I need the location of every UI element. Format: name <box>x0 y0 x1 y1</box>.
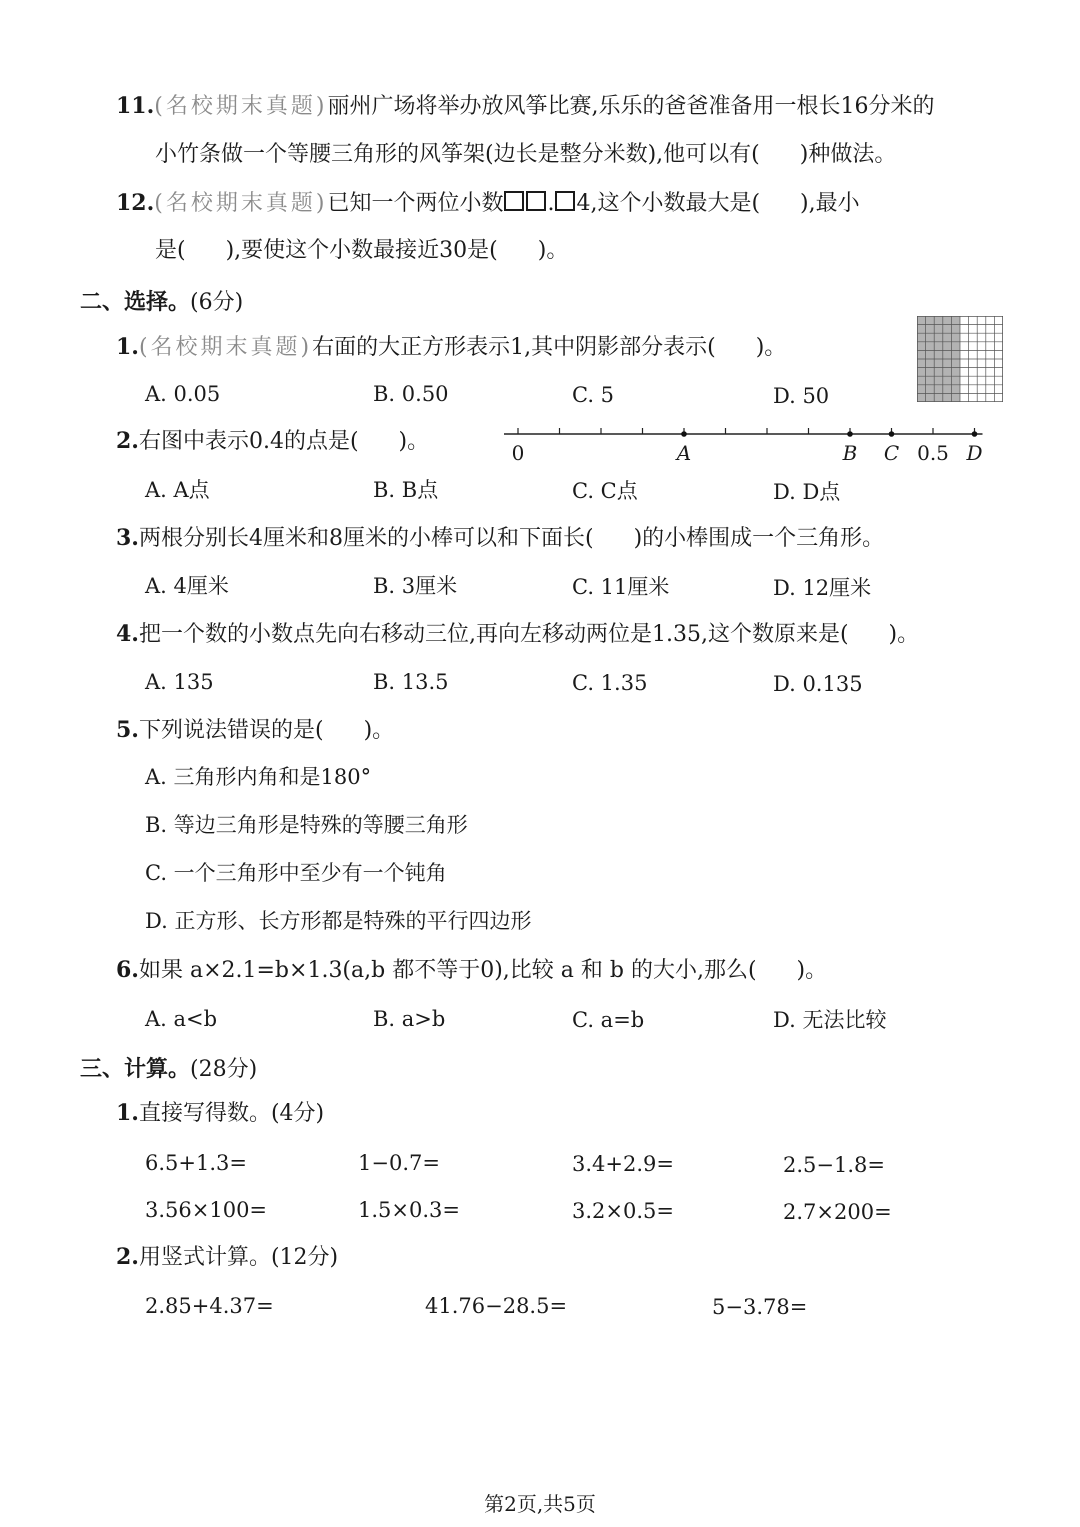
choice-q3-option-a[interactable]: A. 4厘米 <box>145 574 229 598</box>
choice-q2-option-c[interactable]: C. C点 <box>572 479 638 503</box>
section-3-title: 三、计算。 <box>80 1056 191 1082</box>
q12-source-tag: (名校期末真题) <box>154 191 328 216</box>
choice-q1-option-a[interactable]: A. 0.05 <box>145 382 221 406</box>
calc-q2-item[interactable]: 2.85+4.37= <box>145 1294 274 1318</box>
choice-q2 <box>116 427 429 456</box>
choice-q1-option-d[interactable]: D. 50 <box>773 384 830 408</box>
calc-q1-item[interactable]: 2.7×200= <box>783 1200 892 1224</box>
number-line-half-label: 0.5 <box>917 441 949 465</box>
q11-line1 <box>116 92 934 121</box>
calc-q2-item[interactable]: 41.76−28.5= <box>425 1294 568 1318</box>
section-3-points: (28分) <box>190 1057 258 1082</box>
choice-q4-option-b[interactable]: B. 13.5 <box>373 670 449 694</box>
choice-q5-option-b[interactable]: B. 等边三角形是特殊的等腰三角形 <box>145 813 468 837</box>
number-line-point-C <box>889 431 895 437</box>
choice-q5-option-a[interactable]: A. 三角形内角和是180° <box>145 765 372 789</box>
choice-q5-number: 5. <box>116 717 139 743</box>
choice-q1-option-b[interactable]: B. 0.50 <box>373 382 449 406</box>
calc-q1-item[interactable]: 3.2×0.5= <box>572 1199 674 1223</box>
choice-q3 <box>116 524 884 553</box>
choice-q6-number: 6. <box>116 957 139 983</box>
q11-source-tag: (名校期末真题) <box>154 94 328 119</box>
choice-q1-end: )。 <box>755 335 787 360</box>
choice-q2-option-d[interactable]: D. D点 <box>773 480 841 504</box>
q11-text-3: )种做法。 <box>799 142 897 167</box>
choice-q6-option-c[interactable]: C. a=b <box>572 1008 645 1032</box>
page-footer: 第2页,共5页 <box>484 1492 596 1516</box>
choice-q6-option-d[interactable]: D. 无法比较 <box>773 1008 887 1032</box>
number-line-point-B <box>847 431 853 437</box>
calc-q2 <box>116 1243 338 1272</box>
choice-q6-text: 如果 a×2.1=b×1.3(a,b 都不等于0),比较 a 和 b 的大小,那么( <box>138 958 757 983</box>
number-line-point-A <box>681 431 687 437</box>
number-line-label-A: A <box>676 441 692 465</box>
choice-q5-option-c[interactable]: C. 一个三角形中至少有一个钝角 <box>145 861 447 885</box>
q11-text-1: 丽州广场将举办放风筝比赛,乐乐的爸爸准备用一根长16分米的 <box>327 94 935 119</box>
q11-line2 <box>155 141 896 169</box>
calc-q2-text: 用竖式计算。(12分) <box>138 1245 339 1270</box>
q12-text-4: 是( <box>155 238 186 263</box>
choice-q1-text: 右面的大正方形表示1,其中阴影部分表示( <box>312 335 716 360</box>
calc-q1-item[interactable]: 1−0.7= <box>358 1151 440 1175</box>
choice-q4-number: 4. <box>116 621 139 647</box>
q12-text-3: ),最小 <box>800 191 860 216</box>
choice-q3-number: 3. <box>116 525 139 551</box>
choice-q6-option-a[interactable]: A. a<b <box>145 1007 218 1031</box>
choice-q5-end: )。 <box>363 718 395 743</box>
choice-q2-text: 右图中表示0.4的点是( <box>138 429 359 454</box>
choice-q3-option-c[interactable]: C. 11厘米 <box>572 575 670 599</box>
calc-q1-number: 1. <box>116 1100 139 1126</box>
choice-q6-option-b[interactable]: B. a>b <box>373 1007 446 1031</box>
q12-text-6: )。 <box>537 238 569 263</box>
choice-q4-text: 把一个数的小数点先向右移动三位,再向左移动两位是1.35,这个数原来是( <box>138 622 849 647</box>
calc-q1-text: 直接写得数。(4分) <box>138 1101 325 1126</box>
section-2-title: 二、选择。 <box>80 289 191 315</box>
q12-decimal-point: . <box>547 191 555 216</box>
calc-q1 <box>116 1099 324 1128</box>
calc-q1-item[interactable]: 3.56×100= <box>145 1198 268 1222</box>
calc-q1-item[interactable]: 2.5−1.8= <box>783 1153 885 1177</box>
digit-box-icon <box>555 191 575 211</box>
choice-q4-option-c[interactable]: C. 1.35 <box>572 671 648 695</box>
choice-q6 <box>116 956 827 985</box>
calc-q1-item[interactable]: 1.5×0.3= <box>358 1198 460 1222</box>
q12-text-2: 4,这个小数最大是( <box>576 191 761 216</box>
choice-q1-option-c[interactable]: C. 5 <box>572 383 615 407</box>
choice-q4-end: )。 <box>888 622 920 647</box>
calc-q1-item[interactable]: 6.5+1.3= <box>145 1151 247 1175</box>
choice-q3-end: )的小棒围成一个三角形。 <box>633 526 885 551</box>
choice-q4 <box>116 620 919 649</box>
choice-q2-number: 2. <box>116 428 139 454</box>
section-3-heading <box>80 1052 257 1083</box>
number-line-point-D <box>972 431 978 437</box>
choice-q3-option-d[interactable]: D. 12厘米 <box>773 576 872 600</box>
hundred-grid-figure <box>917 316 1003 402</box>
number-line-label-D: D <box>966 441 983 465</box>
q11-text-2: 小竹条做一个等腰三角形的风筝架(边长是整分米数),他可以有( <box>155 142 760 167</box>
choice-q1-number: 1. <box>116 334 139 360</box>
choice-q1-source-tag: (名校期末真题) <box>138 335 313 360</box>
calc-q1-item[interactable]: 3.4+2.9= <box>572 1152 674 1176</box>
q12-text-1: 已知一个两位小数 <box>327 191 504 216</box>
choice-q4-option-d[interactable]: D. 0.135 <box>773 672 863 696</box>
section-2-points: (6分) <box>190 290 244 315</box>
choice-q1 <box>116 333 786 362</box>
calc-q2-item[interactable]: 5−3.78= <box>712 1295 808 1319</box>
number-line-zero-label: 0 <box>511 441 525 465</box>
number-line-figure <box>500 420 1000 470</box>
number-line-label-C: C <box>883 441 900 465</box>
q12-number: 12. <box>116 190 155 216</box>
number-line-label-B: B <box>842 441 858 465</box>
choice-q2-end: )。 <box>398 429 430 454</box>
section-2-heading <box>80 285 243 316</box>
choice-q3-text: 两根分别长4厘米和8厘米的小棒可以和下面长( <box>138 526 594 551</box>
q12-line1 <box>116 189 860 218</box>
choice-q4-option-a[interactable]: A. 135 <box>145 670 214 694</box>
choice-q5-text: 下列说法错误的是( <box>138 718 324 743</box>
digit-box-icon <box>504 191 524 211</box>
q12-line2 <box>155 237 568 265</box>
choice-q6-end: )。 <box>796 958 828 983</box>
choice-q5 <box>116 716 394 745</box>
choice-q3-option-b[interactable]: B. 3厘米 <box>373 574 458 598</box>
choice-q5-option-d[interactable]: D. 正方形、长方形都是特殊的平行四边形 <box>145 909 532 933</box>
calc-q2-number: 2. <box>116 1244 139 1270</box>
digit-box-icon <box>526 191 546 211</box>
q11-number: 11. <box>116 93 155 119</box>
choice-q2-option-b[interactable]: B. B点 <box>373 478 439 502</box>
q12-text-5: ),要使这个小数最接近30是( <box>225 238 498 263</box>
choice-q2-option-a[interactable]: A. A点 <box>145 478 210 502</box>
